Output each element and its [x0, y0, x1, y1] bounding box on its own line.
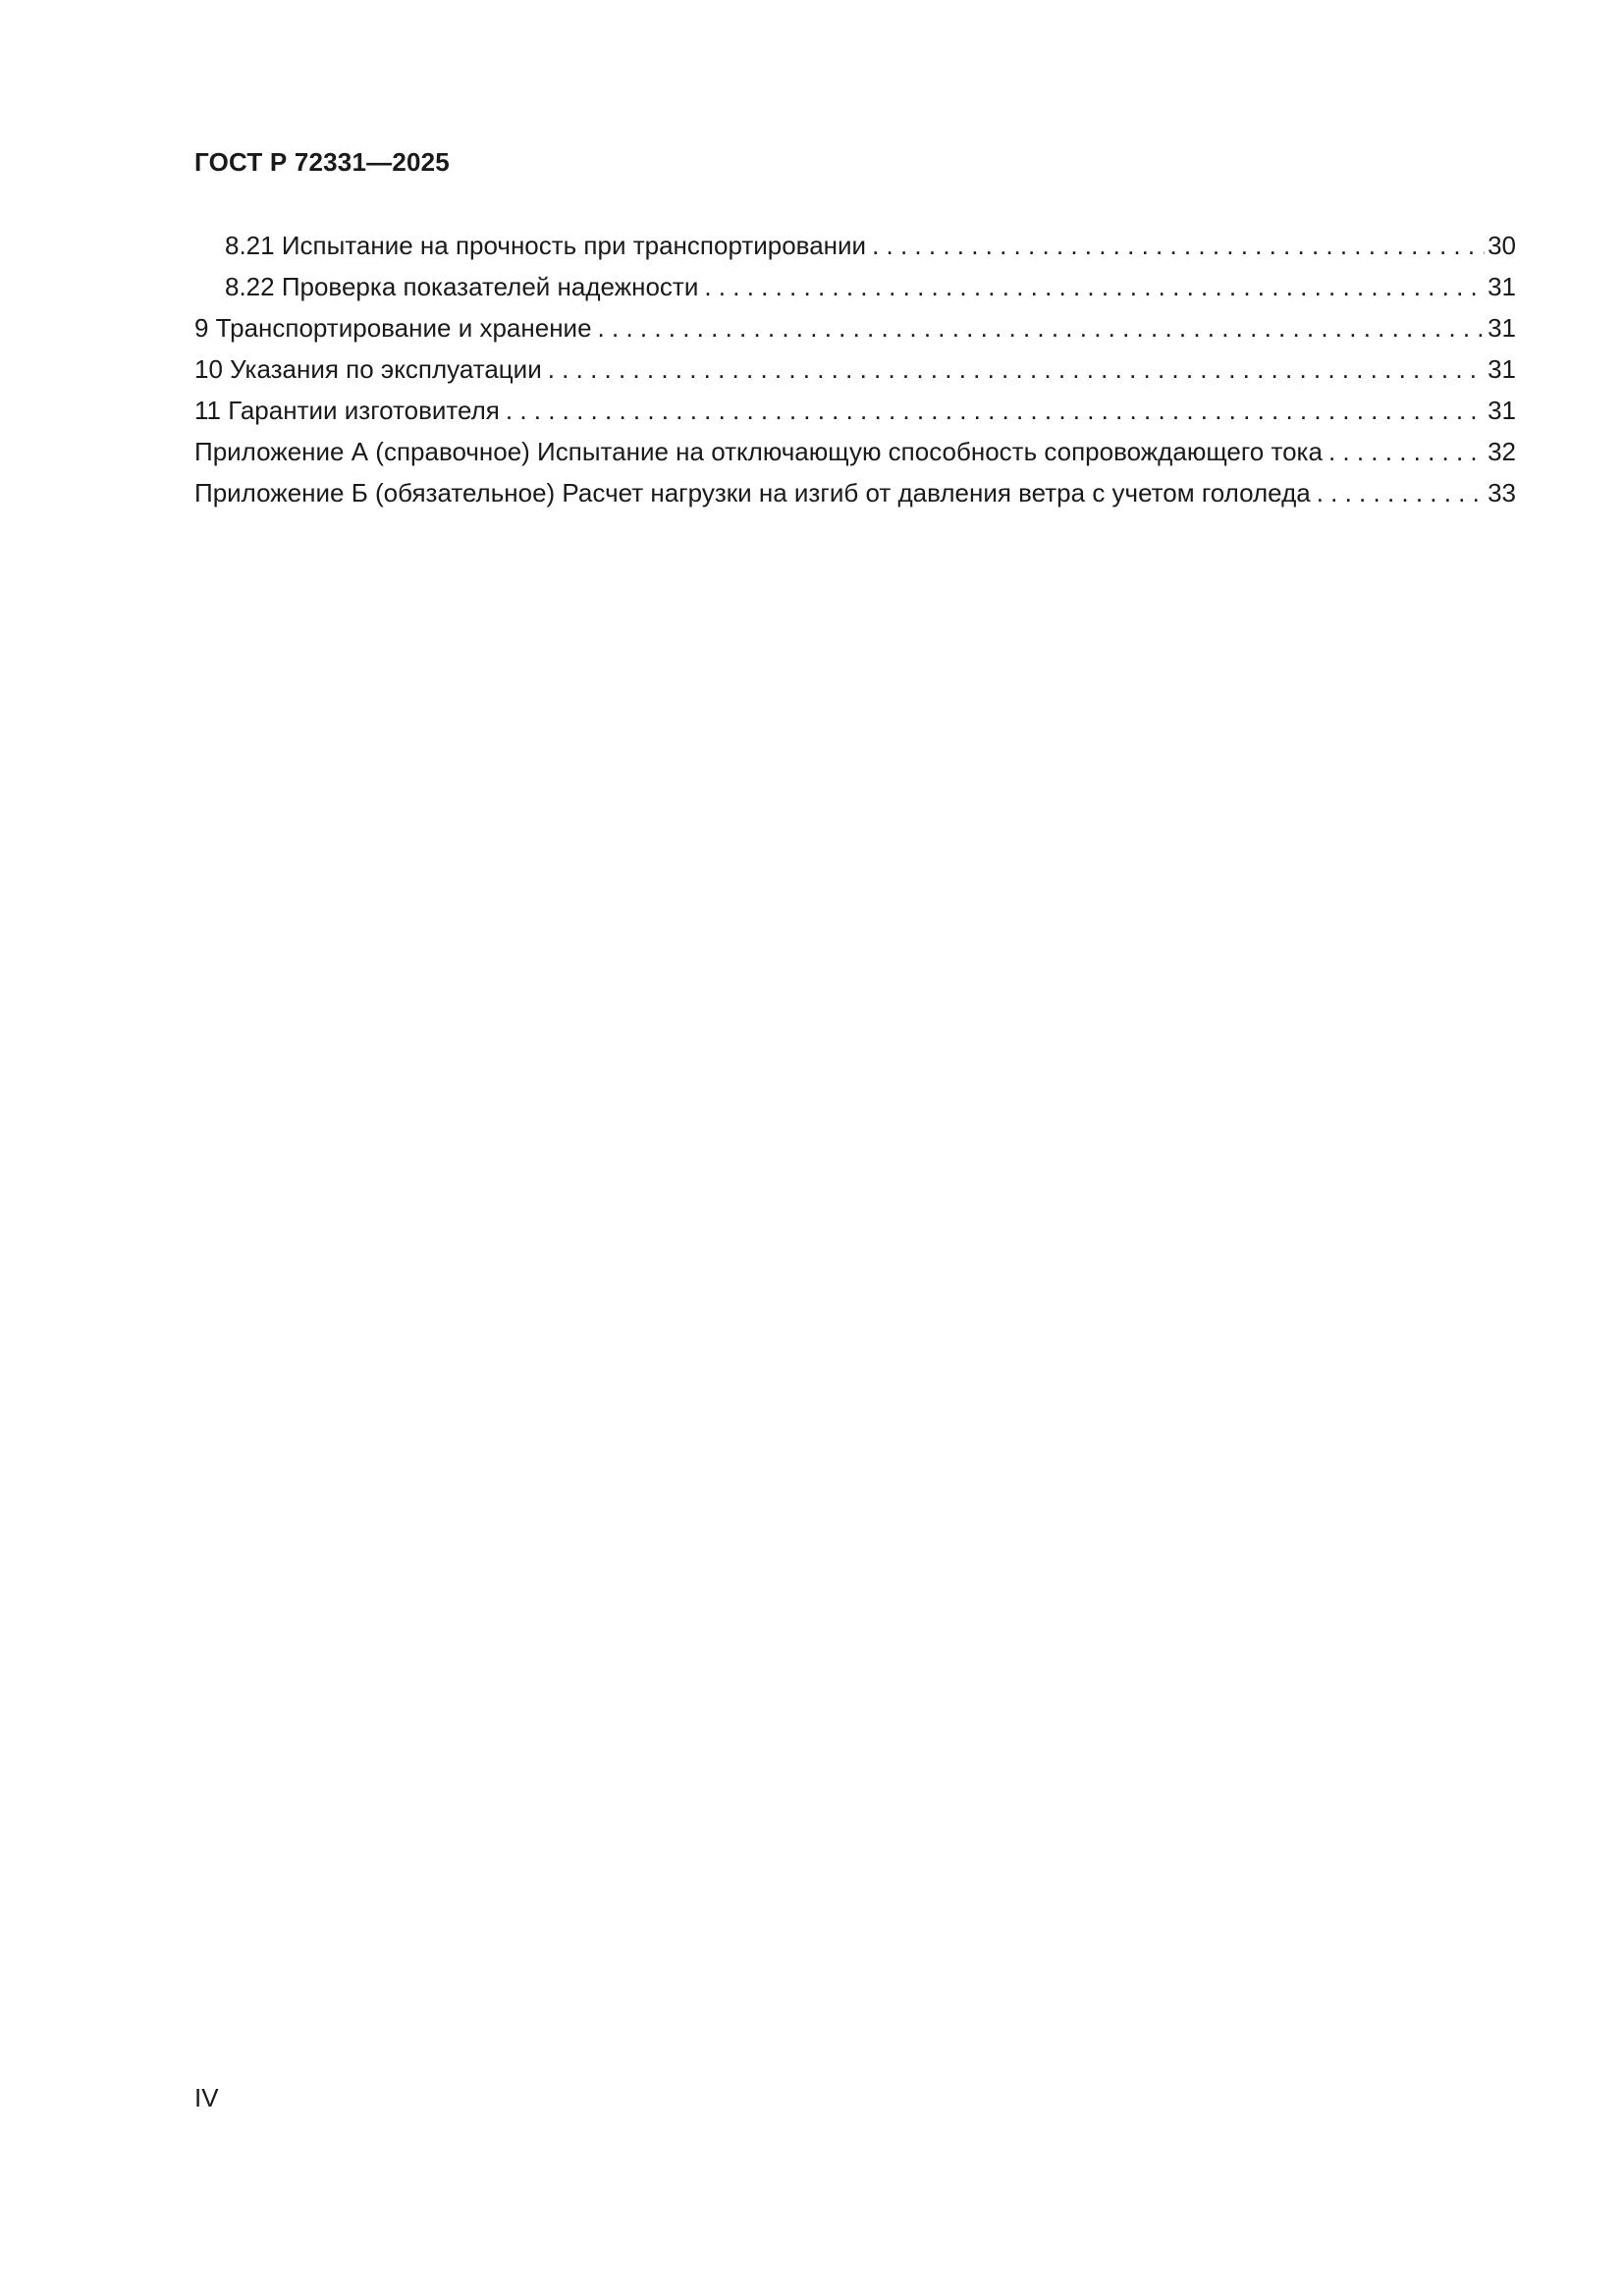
- toc-entry-appendix-a[interactable]: [194, 431, 1516, 472]
- toc-entry-title: 10 Указания по эксплуатации: [194, 354, 542, 384]
- toc-entry-9[interactable]: [194, 307, 1516, 348]
- document-header: ГОСТ Р 72331—2025: [194, 147, 450, 177]
- toc-dot-leader: [506, 390, 1485, 431]
- page-number: IV: [194, 2083, 219, 2112]
- toc-entry-title: 8.21 Испытание на прочность при транспортировании: [225, 231, 867, 260]
- toc-entry-appendix-b[interactable]: [194, 472, 1516, 513]
- toc-dot-leader: [1328, 431, 1485, 472]
- toc-dot-leader: [872, 225, 1485, 266]
- toc-entry-title: 8.22 Проверка показателей надежности: [225, 272, 699, 301]
- table-of-contents: [194, 225, 1516, 513]
- toc-entry-title: Приложение А (справочное) Испытание на отключающую способность сопровождающего тока: [194, 437, 1323, 466]
- toc-entry-11[interactable]: [194, 390, 1516, 431]
- toc-entry-page: 30: [1488, 231, 1516, 260]
- toc-entry-8-22[interactable]: [194, 266, 1516, 307]
- toc-entry-title: Приложение Б (обязательное) Расчет нагрузки на изгиб от давления ветра с учетом гололеда: [194, 478, 1311, 507]
- toc-entry-title: 9 Транспортирование и хранение: [194, 313, 592, 343]
- toc-entry-page: 31: [1488, 354, 1516, 384]
- toc-dot-leader: [548, 348, 1485, 390]
- toc-entry-page: 31: [1488, 272, 1516, 301]
- toc-entry-page: 33: [1488, 478, 1516, 507]
- toc-dot-leader: [598, 307, 1486, 348]
- toc-entry-10[interactable]: [194, 348, 1516, 390]
- toc-entry-page: 31: [1488, 396, 1516, 425]
- toc-entry-page: 31: [1488, 313, 1516, 343]
- toc-entry-title: 11 Гарантии изготовителя: [194, 396, 500, 425]
- toc-entry-8-21[interactable]: [194, 225, 1516, 266]
- toc-dot-leader: [704, 266, 1485, 307]
- toc-dot-leader: [1317, 472, 1485, 513]
- toc-entry-page: 32: [1488, 437, 1516, 466]
